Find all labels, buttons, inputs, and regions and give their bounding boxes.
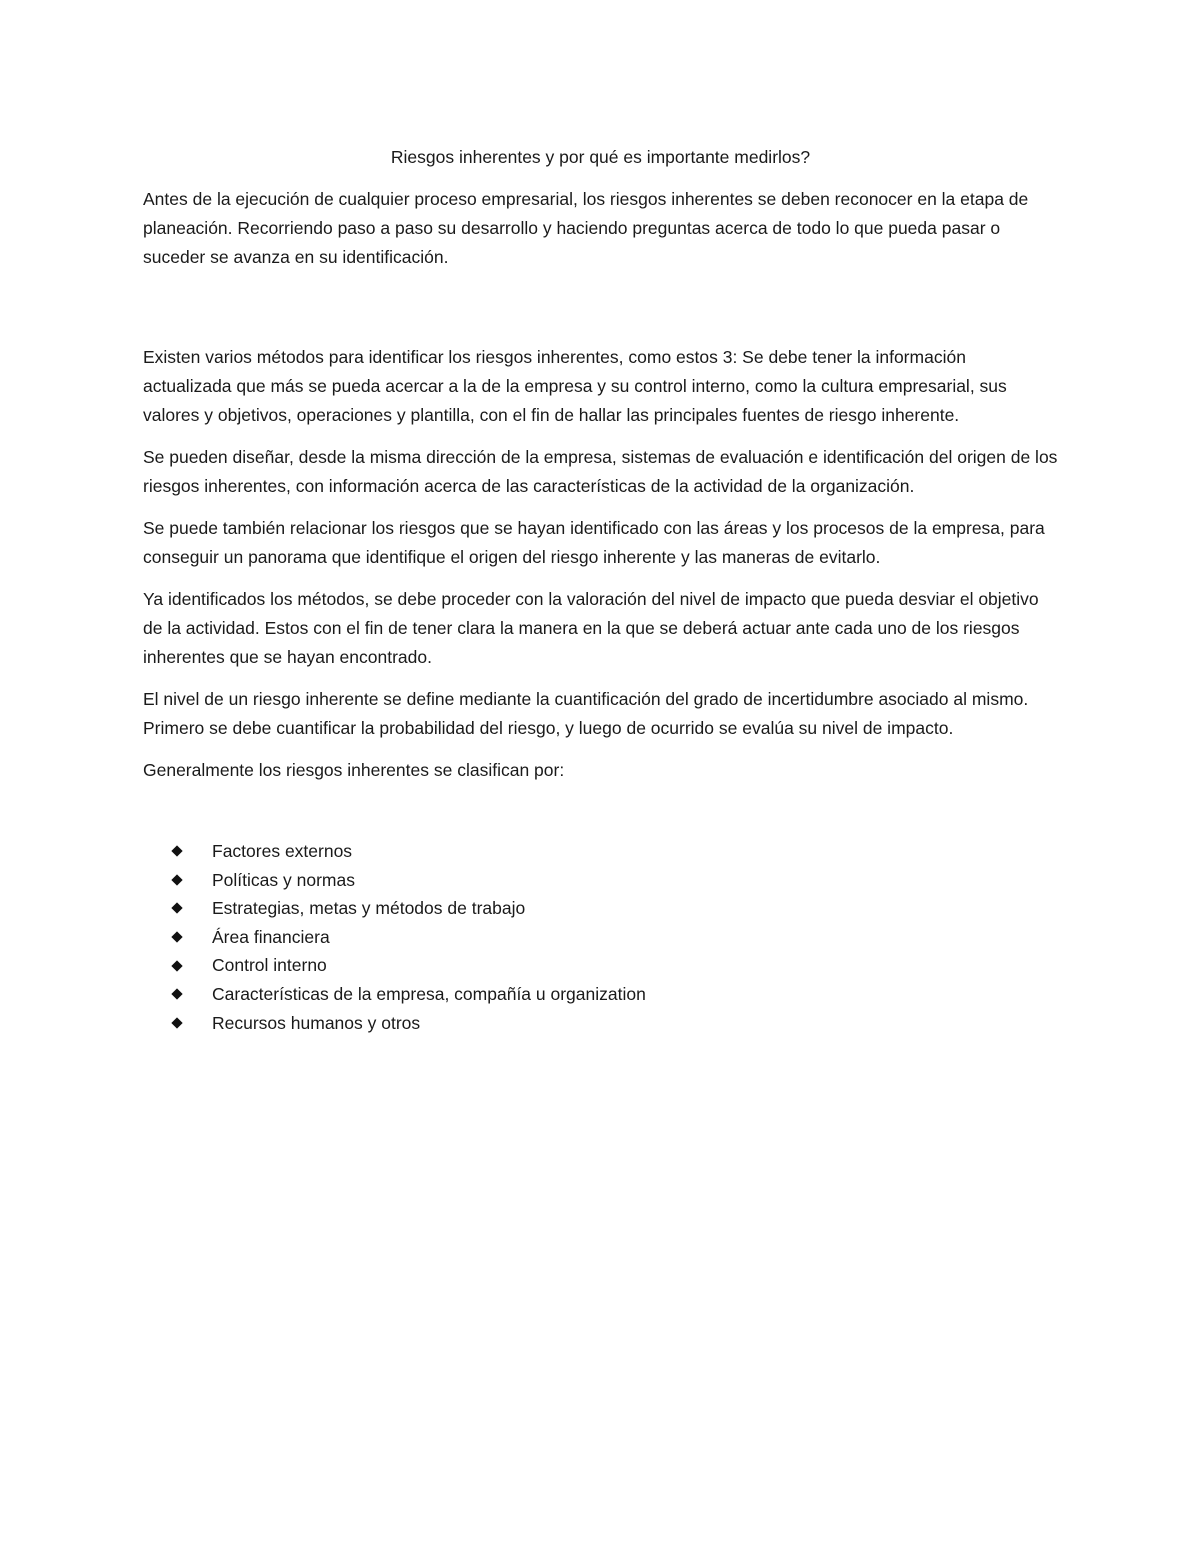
list-item <box>143 1009 1058 1038</box>
list-item <box>143 894 1058 923</box>
classification-list <box>143 837 1058 1037</box>
list-item <box>143 951 1058 980</box>
paragraph: El nivel de un riesgo inherente se define mediante la cuantificación del grado de incertidumbre asociado al mismo. Primero se debe cuantificar la probabilidad del riesgo, y luego de ocurrido se evalúa su nivel de impacto. <box>143 689 1029 738</box>
paragraph: Existen varios métodos para identificar los riesgos inherentes, como estos 3: Se debe tener la información actualizada que más se pueda acercar a la de la empresa y su control interno, como la cultura empresarial, sus valores y objetivos, operaciones y plantilla, con el fin de hallar las principales fuentes de riesgo inherente. <box>143 347 1007 425</box>
diamond-bullet-icon <box>143 990 212 998</box>
list-item-text: Factores externos <box>212 841 353 861</box>
list-item <box>143 866 1058 895</box>
paragraph: Se pueden diseñar, desde la misma dirección de la empresa, sistemas de evaluación e identificación del origen de los riesgos inherentes, con información acerca de las características de la actividad de la organización. <box>143 447 1058 496</box>
diamond-bullet-icon <box>143 1019 212 1027</box>
list-item-text: Características de la empresa, compañía u organization <box>212 983 646 1004</box>
paragraph: Ya identificados los métodos, se debe proceder con la valoración del nivel de impacto que pueda desviar el objetivo de la actividad. Estos con el fin de tener clara la manera en la que se deberá actuar ante cada uno de los riesgos inherentes que se hayan encontrado. <box>143 589 1039 667</box>
list-item <box>143 980 1058 1009</box>
diamond-bullet-icon <box>143 933 212 941</box>
paragraph: Se puede también relacionar los riesgos que se hayan identificado con las áreas y los procesos de la empresa, para conseguir un panorama que identifique el origen del riesgo inherente y las maneras de evitarlo. <box>143 518 1045 567</box>
list-intro-paragraph: Generalmente los riesgos inherentes se clasifican por: <box>143 760 565 780</box>
document-body <box>143 143 1058 1037</box>
list-item-text: Políticas y normas <box>212 869 355 890</box>
list-item-text: Área financiera <box>212 926 330 947</box>
list-item <box>143 923 1058 952</box>
diamond-bullet-icon <box>143 847 212 855</box>
list-item <box>143 837 1058 866</box>
diamond-bullet-icon <box>143 904 212 912</box>
list-item-text: Estrategias, metas y métodos de trabajo <box>212 898 526 919</box>
paragraph: Antes de la ejecución de cualquier proceso empresarial, los riesgos inherentes se deben reconocer en la etapa de planeación. Recorriendo paso a paso su desarrollo y haciendo preguntas acerca de todo lo que pueda pasar o suceder se avanza en su identificación. <box>143 189 1029 267</box>
diamond-bullet-icon <box>143 962 212 970</box>
list-item-text: Recursos humanos y otros <box>212 1012 421 1033</box>
diamond-bullet-icon <box>143 876 212 884</box>
list-item-text: Control interno <box>212 955 327 976</box>
document-title: Riesgos inherentes y por qué es importante medirlos? <box>390 147 811 167</box>
